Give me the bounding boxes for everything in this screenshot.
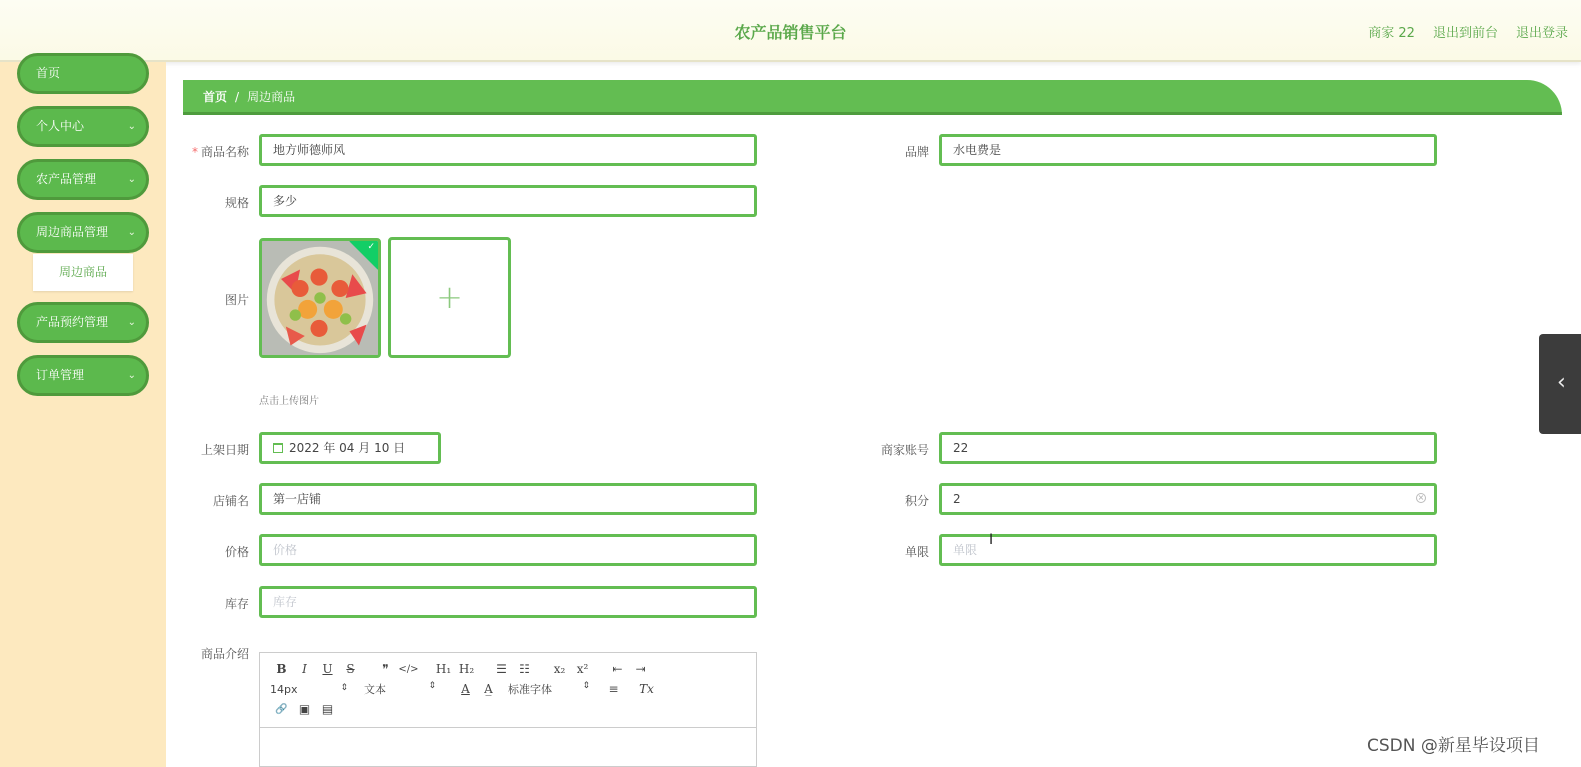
required-mark: * — [191, 145, 198, 159]
link-icon[interactable]: 🔗 — [275, 703, 288, 715]
chevron-left-icon: ‹ — [1557, 370, 1566, 395]
header-type-select[interactable] — [364, 681, 436, 697]
italic-button[interactable]: I — [302, 662, 307, 676]
calendar-icon — [273, 443, 283, 453]
blockquote-button[interactable]: ❞ — [382, 662, 389, 676]
image-label: 图片 — [224, 293, 249, 307]
sidebar-item-label: 农产品管理 — [36, 172, 97, 186]
header-type-value: 文本 — [364, 683, 386, 696]
underline-button[interactable]: U — [322, 662, 333, 676]
rich-text-editor — [259, 652, 757, 767]
text-color-button[interactable]: A — [461, 682, 470, 696]
limit-label: 单限 — [904, 545, 929, 559]
spec-label: 规格 — [224, 196, 249, 210]
points-input[interactable] — [939, 483, 1437, 515]
strike-button[interactable]: S — [346, 662, 355, 676]
submenu-item-peripheral-goods[interactable]: 周边商品 — [33, 254, 133, 291]
uploaded-image-thumbnail[interactable] — [259, 238, 381, 358]
code-block-button[interactable]: </> — [398, 663, 419, 675]
spec-input[interactable]: 多少 — [259, 185, 757, 217]
select-arrow-icon: ⇕ — [340, 682, 348, 693]
date-value: 2022 年 04 月 10 日 — [289, 441, 406, 455]
header-actions — [1368, 22, 1568, 41]
points-value: 2 — [953, 492, 961, 506]
date-label: 上架日期 — [200, 443, 249, 457]
shop-label: 店铺名 — [212, 494, 249, 508]
video-icon[interactable]: ▤ — [321, 702, 334, 716]
superscript-button[interactable]: x² — [576, 662, 589, 676]
name-label-text: 商品名称 — [200, 145, 249, 159]
sidebar-item-peripheral[interactable] — [17, 212, 149, 253]
outdent-button[interactable]: ⇤ — [612, 662, 623, 676]
breadcrumb-separator: / — [235, 90, 240, 104]
top-bar — [0, 0, 1581, 62]
user-label: 商家 22 — [1368, 26, 1415, 41]
clean-format-button[interactable]: Tx — [639, 682, 654, 696]
check-icon: ✓ — [367, 242, 375, 252]
subscript-button[interactable]: x₂ — [553, 662, 566, 676]
sidebar-item-profile[interactable] — [17, 106, 149, 147]
price-input[interactable]: 价格 — [259, 534, 757, 566]
brand-input[interactable]: 水电费是 — [939, 134, 1437, 166]
chevron-down-icon: ⌄ — [127, 317, 136, 328]
font-size-value: 14px — [270, 682, 298, 696]
sidebar-item-orders[interactable] — [17, 355, 149, 396]
sidebar-item-label: 周边商品管理 — [36, 225, 109, 239]
select-arrow-icon: ⇕ — [428, 681, 436, 691]
watermark: CSDN @新星毕设项目 — [1367, 731, 1540, 756]
price-label: 价格 — [224, 545, 249, 559]
upload-image-button[interactable] — [388, 237, 511, 358]
bullet-list-button[interactable]: ☷ — [519, 662, 530, 676]
chevron-down-icon: ⌄ — [127, 121, 136, 132]
date-picker[interactable] — [259, 432, 441, 464]
stock-input[interactable]: 库存 — [259, 586, 757, 618]
plus-icon: + — [436, 278, 463, 316]
select-arrow-icon: ⇕ — [582, 681, 590, 691]
text-cursor: I — [989, 532, 994, 548]
bold-button[interactable]: B — [276, 662, 287, 676]
upload-hint: 点击上传图片 — [259, 396, 319, 407]
font-size-select[interactable] — [270, 683, 348, 696]
points-label: 积分 — [904, 494, 929, 508]
intro-label: 商品介绍 — [200, 647, 249, 661]
sidebar-item-reservation[interactable] — [17, 302, 149, 343]
breadcrumb — [183, 80, 1562, 115]
name-label — [181, 143, 249, 160]
merchant-input[interactable]: 22 — [939, 432, 1437, 464]
chevron-down-icon: ⌄ — [127, 174, 136, 185]
shop-input[interactable]: 第一店铺 — [259, 483, 757, 515]
sidebar-item-home[interactable] — [17, 53, 149, 94]
back-to-front-link[interactable]: 退出到前台 — [1432, 26, 1498, 41]
align-button[interactable]: ≡ — [608, 682, 619, 696]
chevron-down-icon: ⌄ — [127, 370, 136, 381]
limit-input[interactable]: 单限 — [939, 534, 1437, 566]
name-input[interactable]: 地方师德师风 — [259, 134, 757, 166]
logout-link[interactable]: 退出登录 — [1515, 26, 1568, 41]
sidebar-item-label: 首页 — [36, 66, 61, 80]
header1-button[interactable]: H₁ — [435, 662, 452, 676]
image-icon[interactable]: ▣ — [298, 702, 311, 716]
font-family-select[interactable] — [508, 681, 590, 697]
merchant-label: 商家账号 — [880, 443, 929, 457]
stock-label: 库存 — [224, 597, 249, 611]
breadcrumb-home[interactable]: 首页 — [203, 90, 228, 104]
breadcrumb-current: 周边商品 — [247, 90, 296, 104]
ordered-list-button[interactable]: ☰ — [496, 662, 507, 676]
font-family-value: 标准字体 — [508, 683, 552, 696]
chevron-down-icon: ⌄ — [127, 227, 136, 238]
clear-icon[interactable]: × — [1417, 493, 1425, 502]
sidebar-item-produce[interactable] — [17, 159, 149, 200]
sidebar-item-label: 订单管理 — [36, 368, 85, 382]
fruit-platter-image — [262, 241, 378, 355]
brand-label: 品牌 — [904, 145, 929, 159]
editor-toolbar — [260, 653, 756, 728]
header2-button[interactable]: H₂ — [458, 662, 475, 676]
sidebar-item-label: 个人中心 — [36, 119, 85, 133]
side-drawer-toggle[interactable] — [1539, 334, 1581, 434]
sidebar-item-label: 产品预约管理 — [36, 315, 109, 329]
background-color-button[interactable]: A̲ — [484, 682, 493, 696]
indent-button[interactable]: ⇥ — [635, 662, 646, 676]
app-title: 农产品销售平台 — [734, 23, 847, 42]
